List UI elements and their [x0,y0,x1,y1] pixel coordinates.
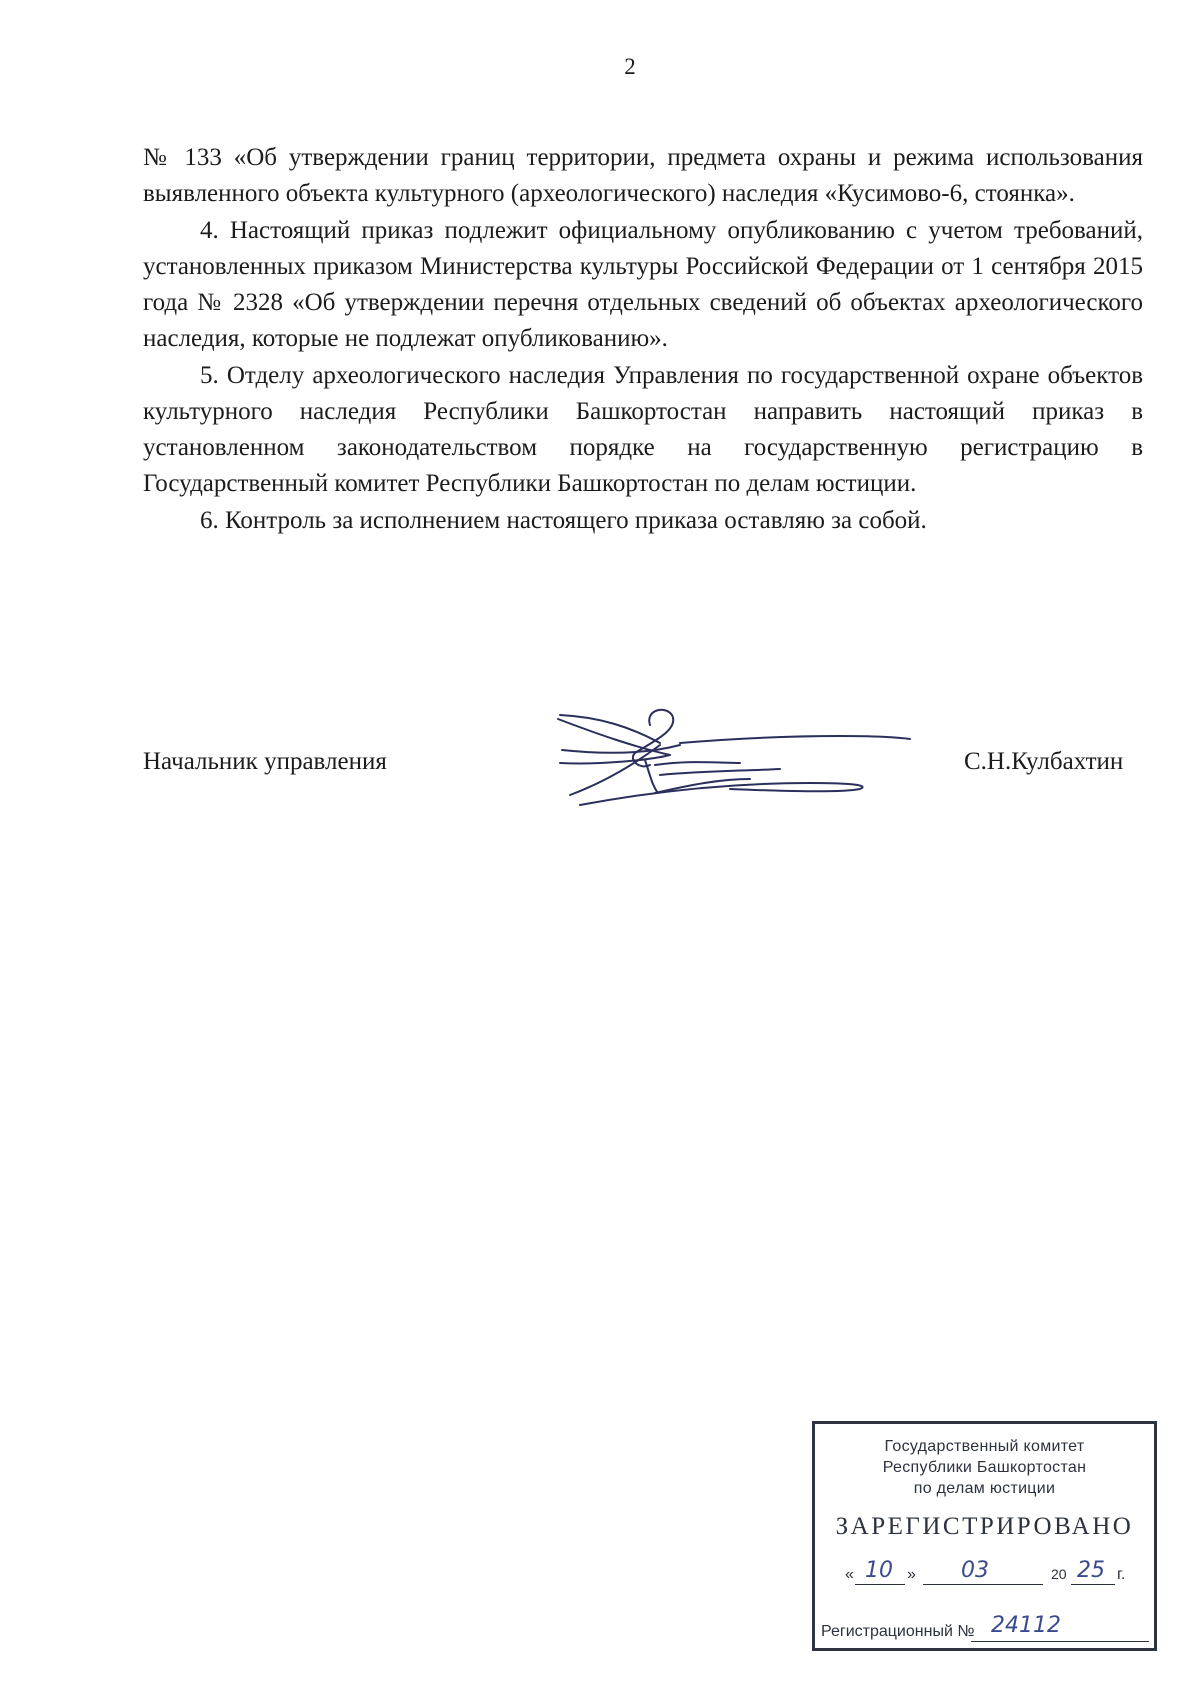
paragraph-item-4: 4. Настоящий приказ подлежит официальному опубликованию с учетом требований, установленных приказом Министерства культуры Российской Федерации от 1 сентября 2015 года № 2328 «Об утверждении перечня отдельных сведений об объектах археологического наследия, которые не подлежат опубликованию». [143,217,1143,352]
stamp-reg-number: 24112 [991,1613,1061,1638]
date-day-line [855,1584,905,1585]
stamp-date [845,1558,1145,1590]
date-year-unit: г. [1117,1566,1126,1583]
stamp-registered: ЗАРЕГИСТРИРОВАНО [835,1513,1134,1540]
paragraph-continuation: № 133 «Об утверждении границ территории, предмета охраны и режима использования выявленного объекта культурного (археологического) наследия «Кусимово-6, стоянка». [143,144,1143,207]
date-year-suffix: 25 [1077,1558,1105,1583]
handwritten-signature [540,705,930,815]
signatory-title: Начальник управления [143,748,387,775]
date-close-quote: » [907,1566,916,1583]
date-open-quote: « [845,1566,854,1583]
registration-stamp [812,1421,1157,1651]
stamp-line-3: по делам юстиции [913,1480,1056,1497]
date-day: 10 [865,1558,893,1583]
stamp-reg-label: Регистрационный № [821,1623,975,1640]
stamp-line-2: Республики Башкортостан [882,1459,1087,1476]
paragraph-item-5: 5. Отделу археологического наследия Управления по государственной охране объектов культурного наследия Республики Башкортостан направить настоящий приказ в установленном законодательством порядке на государственную регистрацию в Государственный комитет Республики Башкортостан по делам юстиции. [143,362,1143,497]
date-year-line [1071,1584,1115,1585]
date-month-line [923,1584,1043,1585]
stamp-registration [821,1615,1151,1647]
stamp-reg-line [971,1641,1149,1642]
page-number: 2 [624,54,636,79]
document-body [143,140,1143,540]
paragraph-item-6: 6. Контроль за исполнением настоящего приказа оставляю за собой. [200,507,927,534]
date-month: 03 [961,1558,989,1583]
stamp-line-1: Государственный комитет [884,1438,1085,1455]
date-year-prefix: 20 [1051,1566,1067,1582]
signatory-name: С.Н.Кулбахтин [964,748,1124,775]
